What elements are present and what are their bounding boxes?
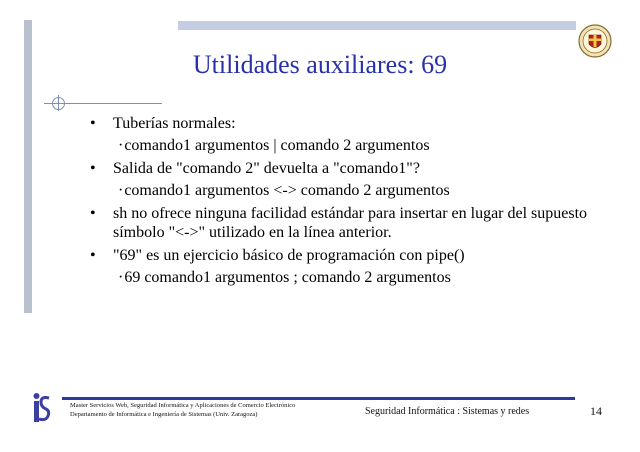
- footer-credit-line1: Master Servicios Web, Seguridad Informática y Aplicaciones de Comercio Electrónico: [70, 402, 296, 409]
- bullet-text: "69" es un ejercicio básico de programación con pipe(): [113, 247, 465, 264]
- bullet-item: [88, 159, 608, 178]
- sub-text: 69 comando1 argumentos ; comando 2 argumentos: [124, 269, 451, 286]
- bullet-icon: •: [90, 115, 96, 132]
- bullet-icon: •: [90, 247, 96, 264]
- page-number: 14: [590, 404, 602, 418]
- bullet-item: [88, 246, 608, 265]
- footer-divider: [62, 397, 575, 400]
- sub-item: [88, 268, 608, 287]
- department-logo-icon: [33, 392, 51, 424]
- bullet-text: Tuberías normales:: [113, 115, 236, 132]
- sub-bullet-icon: ·: [118, 269, 124, 286]
- sub-item: [88, 136, 608, 155]
- bullet-icon: •: [90, 160, 96, 177]
- footer-credits: [70, 401, 295, 419]
- sub-bullet-icon: ·: [118, 182, 124, 199]
- sub-text: comando1 argumentos | comando 2 argumentos: [124, 137, 430, 154]
- footer-credit-line2: Departamento de Informática e Ingeniería de Sistemas (Univ. Zaragoza): [70, 411, 258, 418]
- sub-item: [88, 181, 608, 200]
- bullet-text: Salida de "comando 2" devuelta a "comando1"?: [113, 160, 420, 177]
- footer-course-title: Seguridad Informática : Sistemas y redes: [365, 406, 530, 417]
- sub-bullet-icon: ·: [118, 137, 124, 154]
- bullet-item: [88, 204, 608, 242]
- bullet-item: [88, 114, 608, 133]
- sub-text: comando1 argumentos <-> comando 2 argumentos: [124, 182, 450, 199]
- crosshair-circle-icon: [52, 97, 65, 110]
- bullet-list: [88, 114, 608, 291]
- top-decorative-bar: [178, 21, 576, 30]
- slide-title: Utilidades auxiliares: 69: [192, 50, 448, 79]
- bullet-icon: •: [90, 205, 96, 222]
- bullet-text: sh no ofrece ninguna facilidad estándar para insertar en lugar del supuesto símbolo "<->" utilizado en la línea anterior.: [113, 205, 588, 241]
